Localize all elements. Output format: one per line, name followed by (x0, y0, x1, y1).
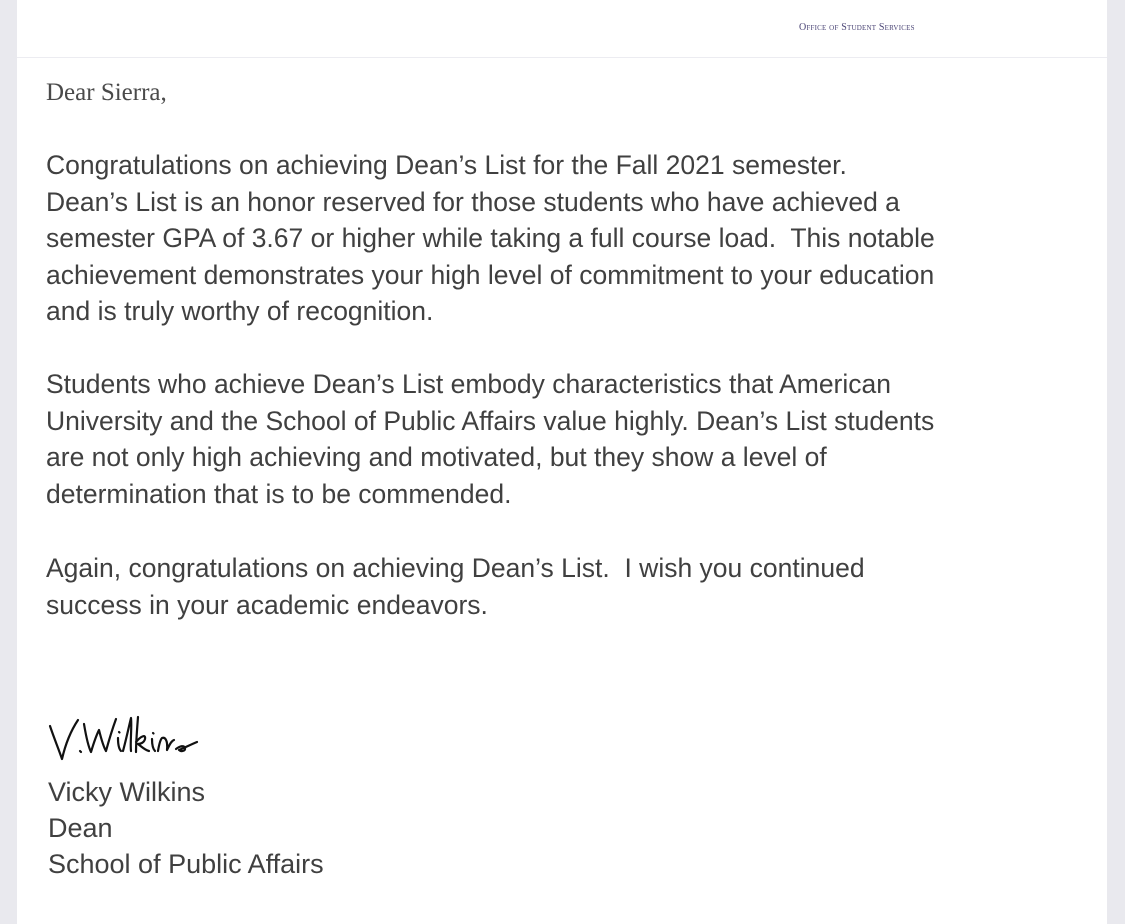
handwritten-signature (46, 704, 226, 766)
salutation: Dear Sierra, (46, 79, 167, 106)
paragraph-1 (46, 147, 1096, 330)
letter-page (17, 0, 1107, 924)
office-name: Office of Student Services (799, 22, 915, 33)
paragraph-3 (46, 550, 1096, 623)
letterhead (17, 0, 1107, 58)
paragraph-line: Dean’s List is an honor reserved for those students who have achieved a (46, 186, 900, 217)
paragraph-line: Students who achieve Dean’s List embody characteristics that American (46, 369, 891, 399)
paragraph-line: achievement demonstrates your high level of commitment to your education (46, 259, 935, 290)
signer-name: Vicky Wilkins (48, 777, 206, 807)
paragraph-line: and is truly worthy of recognition. (46, 296, 434, 326)
paragraph-line: Again, congratulations on achieving Dean’s List. I wish you continued (46, 553, 865, 583)
paragraph-line: Congratulations on achieving Dean’s List for the Fall 2021 semester. (46, 150, 847, 180)
paragraph-line: determination that is to be commended. (46, 478, 512, 509)
paragraph-line: University and the School of Public Affairs value highly. Dean’s List students (46, 405, 935, 436)
paragraph-line: semester GPA of 3.67 or higher while taking a full course load. This notable (46, 223, 935, 253)
paragraph-line: are not only high achieving and motivated, but they show a level of (46, 442, 827, 472)
paragraph-2 (46, 366, 1096, 512)
signer-school: School of Public Affairs (48, 849, 324, 879)
paragraph-line: success in your academic endeavors. (46, 589, 488, 620)
signer-title: Dean (48, 813, 113, 843)
